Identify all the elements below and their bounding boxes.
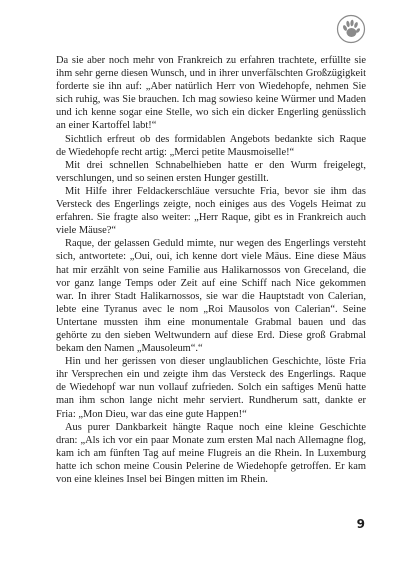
text-line: war. In ihrer Stadt Halikarnossos, sie war die Hauptstadt von Calerian, bbox=[56, 290, 366, 302]
text-line: gehörte zu den sieben Weltwundern auf diese Erd. Diese groß Grabmal bbox=[56, 329, 366, 341]
text-line: bekam den Namen „Mausoleum“.“ bbox=[56, 343, 203, 355]
text-line: an einer Kartoffel labt!“ bbox=[56, 120, 157, 132]
text-line: hat mir erzählt von seine Familie aus Halikarnossos von Greceland, die bbox=[56, 264, 366, 276]
text-line: hatte ich schon meine Cousin Pelerine de Wiedehopfe getroffen. Er kam bbox=[56, 460, 366, 472]
text-line: Aus purer Dankbarkeit hängte Raque noch eine kleine Geschichte bbox=[65, 421, 366, 433]
text-line: Untertane mussten ihm eine monumentale Grabmal bauen und das bbox=[56, 316, 366, 328]
text-line: Fria: „Mon Dieu, war das eine gute Happen!“ bbox=[56, 408, 247, 420]
text-line: verschlungen, und so seinen ersten Hunger gestillt. bbox=[56, 172, 269, 184]
text-line: Versteck des Engerlings zeigte, noch einiges aus des Vogels Heimat zu bbox=[56, 199, 366, 211]
story-text bbox=[56, 54, 366, 486]
text-line: Raque, der gelassen Geduld mimte, nur wegen des Engerlings versteht bbox=[65, 238, 366, 250]
handprint-logo-graphic bbox=[336, 14, 366, 44]
handprint-logo-icon bbox=[336, 14, 366, 44]
text-line: Mit Hilfe ihrer Feldackerschläue versuchte Fria, bevor sie ihm das bbox=[65, 185, 366, 197]
text-line: sich, antwortete: „Oui, oui, ich kenne dort viele Mäus. Eine diese Mäus bbox=[56, 251, 366, 263]
text-line: de Wiedehopf war nun vollauf zufrieden. Solch ein saftiges Menü hatte bbox=[56, 382, 366, 394]
text-line: Da sie aber noch mehr von Frankreich zu erfahren trachtete, erfüllte sie bbox=[56, 55, 366, 66]
text-line: de Wiedehopfe recht artig: „Merci petite Mausmoiselle!“ bbox=[56, 146, 295, 158]
page-number: 9 bbox=[356, 517, 365, 531]
text-line: Hin und her gerissen von dieser unglaublichen Geschichte, löste Fria bbox=[65, 356, 366, 368]
text-line: ihm sehr gerne diesen Wunsch, und in ihrer unverfälschten Großzügigkeit bbox=[56, 68, 366, 80]
text-line: vor ganz lange Temps oder Zeit auf eine Schiff nach Nice gekommen bbox=[56, 277, 366, 289]
text-line: Mit drei schnellen Schnabelhieben hatte er den Wurm freigelegt, bbox=[65, 159, 366, 171]
text-line: man ihm schon lange nicht mehr serviert. Rundherum satt, dankte er bbox=[56, 395, 366, 407]
text-line: lebte eine Tyranus avec le nom „Roi Mausolos von Calerian“. Seine bbox=[56, 303, 366, 315]
text-line: und ich kenne sogar eine Stelle, wo sich ein dicker Engerling genüsslich bbox=[56, 107, 366, 119]
text-line: sich ruhig, was Sie brauchen. Ich mag sowieso keine Würmer und Maden bbox=[56, 94, 366, 106]
text-line: ihr Versprechen ein und zeigte ihm das Versteck des Engerlings. Raque bbox=[56, 369, 366, 381]
text-line: forderte sie ihn auf: „Aber natürlich Herr von Wiedehopfe, nehmen Sie bbox=[56, 81, 366, 93]
text-line: dran: „Als ich vor ein paar Monate zum ersten Mal nach Allemagne flog, bbox=[56, 434, 366, 446]
text-line: viele Mäuse?“ bbox=[56, 225, 116, 237]
text-line: Sichtlich erfreut ob des formidablen Angebots bedankte sich Raque bbox=[65, 133, 366, 145]
text-line: von eine kleines Insel bei Bingen mitten im Rhein. bbox=[56, 474, 268, 485]
text-line: erfahren. Sie fragte also weiter: „Herr Raque, gibt es in Frankreich auch bbox=[56, 212, 366, 224]
text-line: kam ich am fünften Tag auf meine Flugreis an die Rhein. In Luxemburg bbox=[56, 447, 366, 459]
